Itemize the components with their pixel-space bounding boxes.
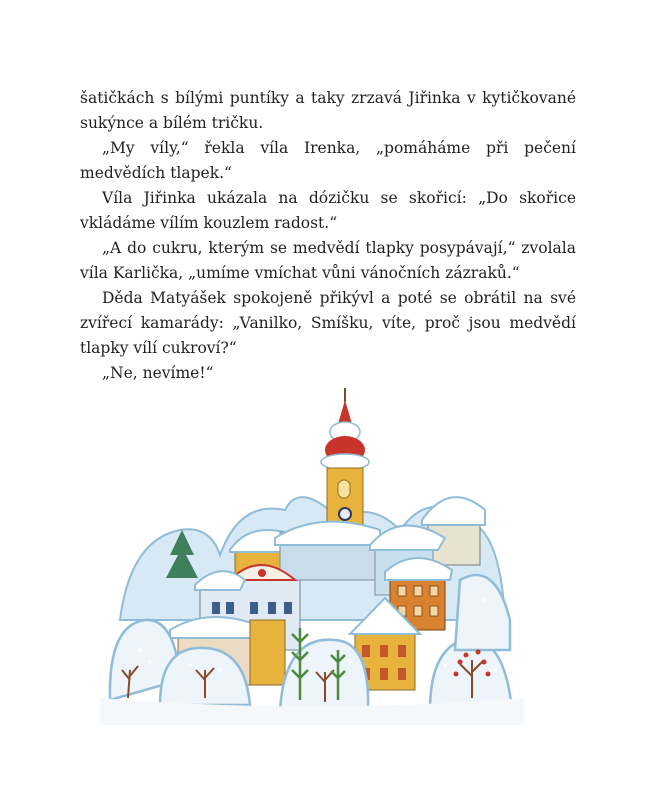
paragraph-6: „Ne, nevíme!“ xyxy=(102,364,214,382)
paragraph-3: Víla Jiřinka ukázala na dózičku se skořicí: „Do skořice vkládáme vílím kouzlem radost.“ xyxy=(80,189,576,232)
story-text xyxy=(80,86,576,386)
church-tower xyxy=(321,388,369,530)
paragraph-4: „A do cukru, kterým se medvědí tlapky posypávají,“ zvolala víla Karlička, „umíme vmíchat vůni vánočních zázraků.“ xyxy=(80,239,576,282)
paragraph-1: šatičkách s bílými puntíky a taky zrzavá Jiřinka v kytičkované sukýnce a bílém tričku. xyxy=(80,89,576,132)
paragraph-5: Děda Matyášek spokojeně přikývl a poté se obrátil na své zvířecí kamarády: „Vanilko, Smíšku, víte, proč jsou medvědí tlapky vílí cukroví?“ xyxy=(80,289,576,357)
village-drawing xyxy=(100,380,524,725)
village-illustration xyxy=(100,380,524,725)
paragraph-2: „My víly,“ řekla víla Irenka, „pomáháme při pečení medvědích tlapek.“ xyxy=(80,139,576,182)
